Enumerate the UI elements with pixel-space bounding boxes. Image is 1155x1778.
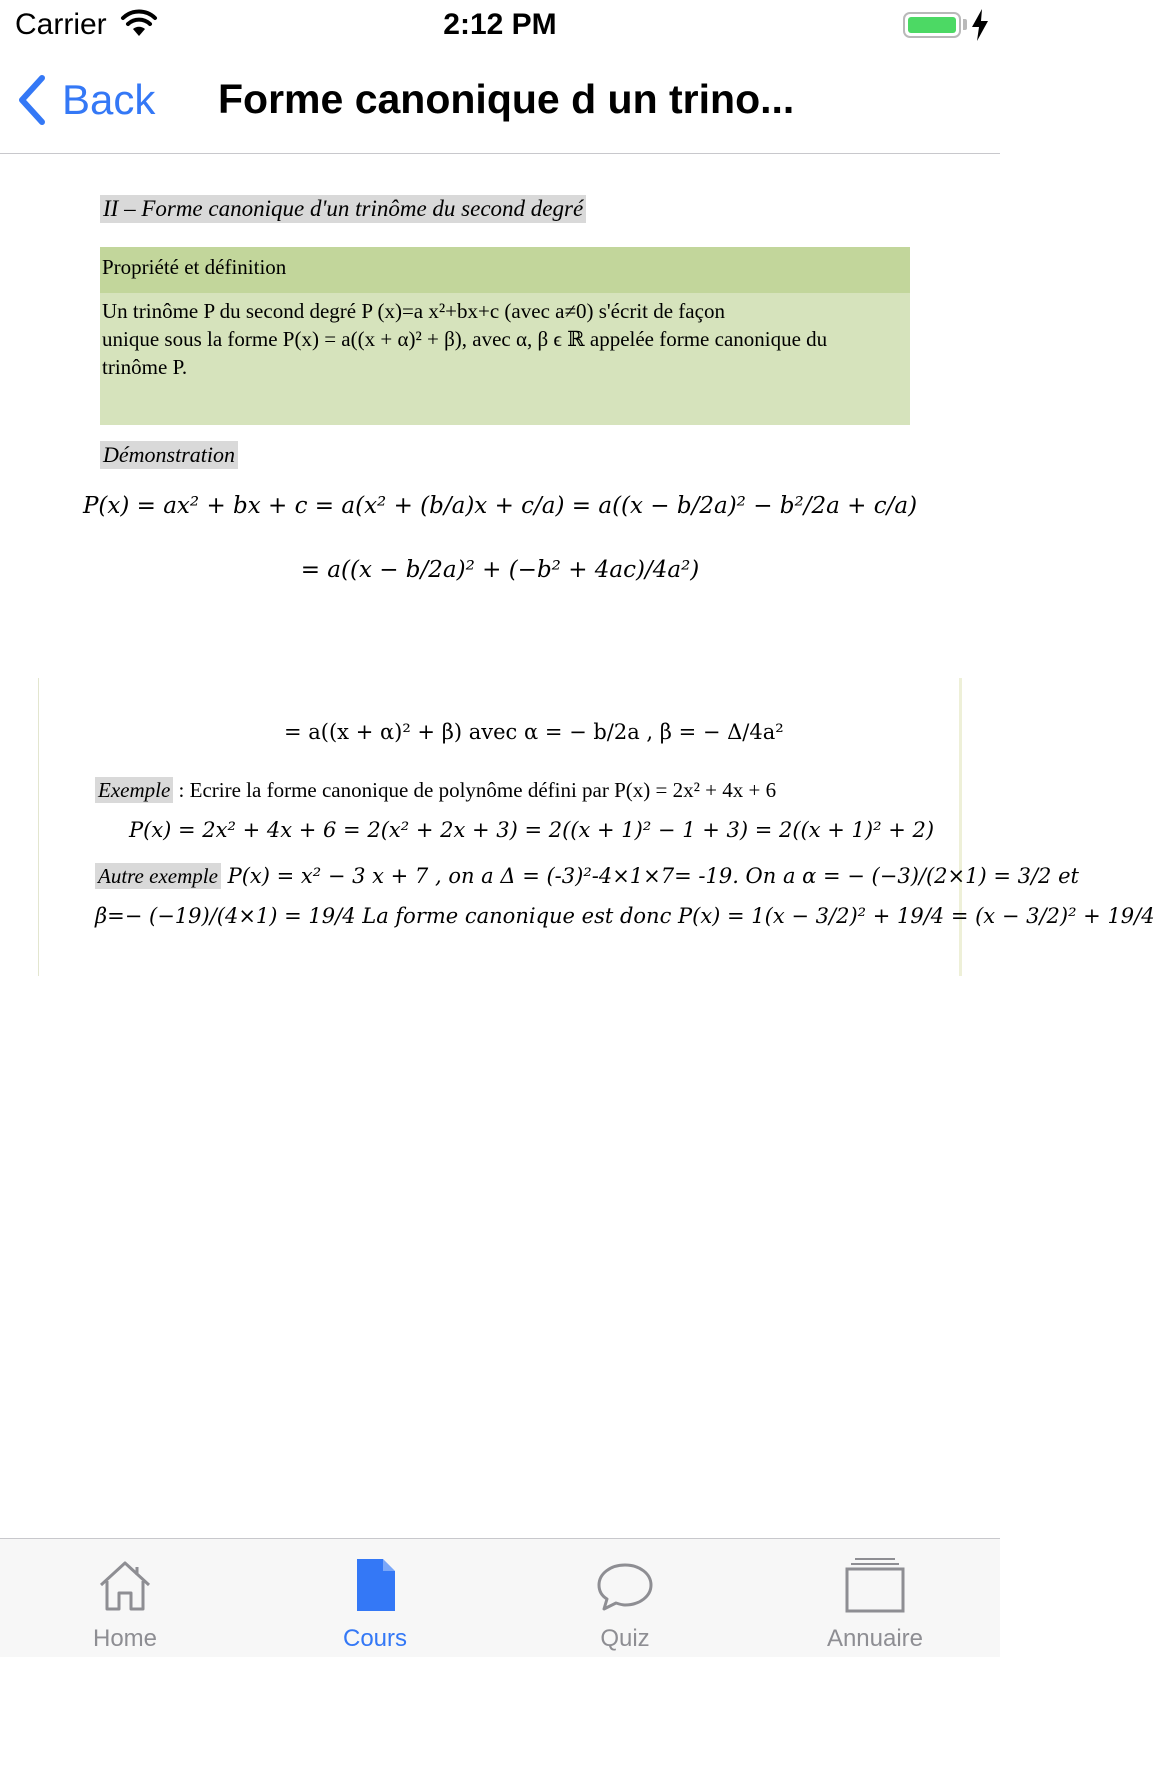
- equation-line: P(x) = ax² + bx + c = a(x² + (b/a)x + c/a) = a((x − b/2a)² − b²/2a + c/a): [82, 493, 918, 519]
- definition-line: Un trinôme P du second degré P (x)=a x²+bx+c (avec a≠0) s'écrit de façon: [102, 299, 725, 323]
- speech-bubble-icon: [595, 1555, 655, 1615]
- chevron-left-icon: [16, 74, 48, 126]
- tab-cours-label: Cours: [342, 1625, 408, 1652]
- tab-home-label: Home: [92, 1625, 158, 1652]
- example-text: : Ecrire la forme canonique de polynôme défini par P(x) = 2x² + 4x + 6: [173, 778, 777, 802]
- tab-home[interactable]: [0, 1539, 250, 1658]
- equation-line: = a((x + α)² + β) avec α = − b/2a , β = − Δ/4a²: [284, 720, 784, 744]
- back-label: Back: [62, 76, 156, 123]
- definition-box-heading: Propriété et définition: [100, 247, 910, 293]
- definition-line: trinôme P.: [102, 355, 188, 379]
- beta-line: β=− (−19)/(4×1) = 19/4 La forme canonique est donc P(x) = 1(x − 3/2)² + 19/4 = (x − 3/2)² + 19/4: [95, 904, 1155, 928]
- document-page: [38, 678, 1155, 976]
- other-example-text: P(x) = x² − 3 x + 7 , on a Δ = (-3)²-4×1×7= -19. On a α = − (−3)/(2×1) = 3/2 et: [220, 864, 1079, 888]
- carrier-label: Carrier: [15, 8, 107, 41]
- status-bar: [0, 0, 1000, 50]
- other-example-line: [95, 864, 1079, 889]
- example-calculation: P(x) = 2x² + 4x + 6 = 2(x² + 2x + 3) = 2((x + 1)² − 1 + 3) = 2((x + 1)² + 2): [129, 818, 935, 842]
- tab-annuaire-label: Annuaire: [826, 1625, 924, 1652]
- tab-cours[interactable]: [250, 1539, 500, 1658]
- definition-line: unique sous la forme P(x) = a((x + α)² + β), avec α, β ϵ ℝ appelée forme canonique du: [102, 327, 828, 351]
- definition-box: [100, 247, 910, 425]
- section-heading: II – Forme canonique d'un trinôme du second degré: [100, 195, 586, 223]
- tab-quiz[interactable]: [500, 1539, 750, 1658]
- tab-annuaire[interactable]: [750, 1539, 1000, 1658]
- charging-bolt-icon: [970, 9, 990, 41]
- battery-cap: [963, 19, 967, 30]
- definition-box-body: [100, 293, 910, 381]
- battery-icon: [903, 12, 961, 38]
- tab-quiz-label: Quiz: [600, 1625, 650, 1652]
- demonstration-heading: Démonstration: [100, 441, 238, 469]
- folder-stack-icon: [845, 1555, 905, 1615]
- page-title: Forme canonique d un trino...: [218, 76, 795, 122]
- tab-bar: [0, 1538, 1000, 1657]
- navigation-bar: [0, 50, 1000, 154]
- example-line: [95, 778, 776, 803]
- example-tag: Exemple: [95, 777, 173, 803]
- house-icon: [95, 1555, 155, 1615]
- clock: 2:12 PM: [443, 8, 557, 41]
- other-example-tag: Autre exemple: [95, 863, 221, 889]
- equation-line: = a((x − b/2a)² + (−b² + 4ac)/4a²): [300, 557, 700, 583]
- document-icon: [345, 1555, 405, 1615]
- course-document: [0, 155, 1155, 1538]
- back-button[interactable]: [16, 70, 155, 130]
